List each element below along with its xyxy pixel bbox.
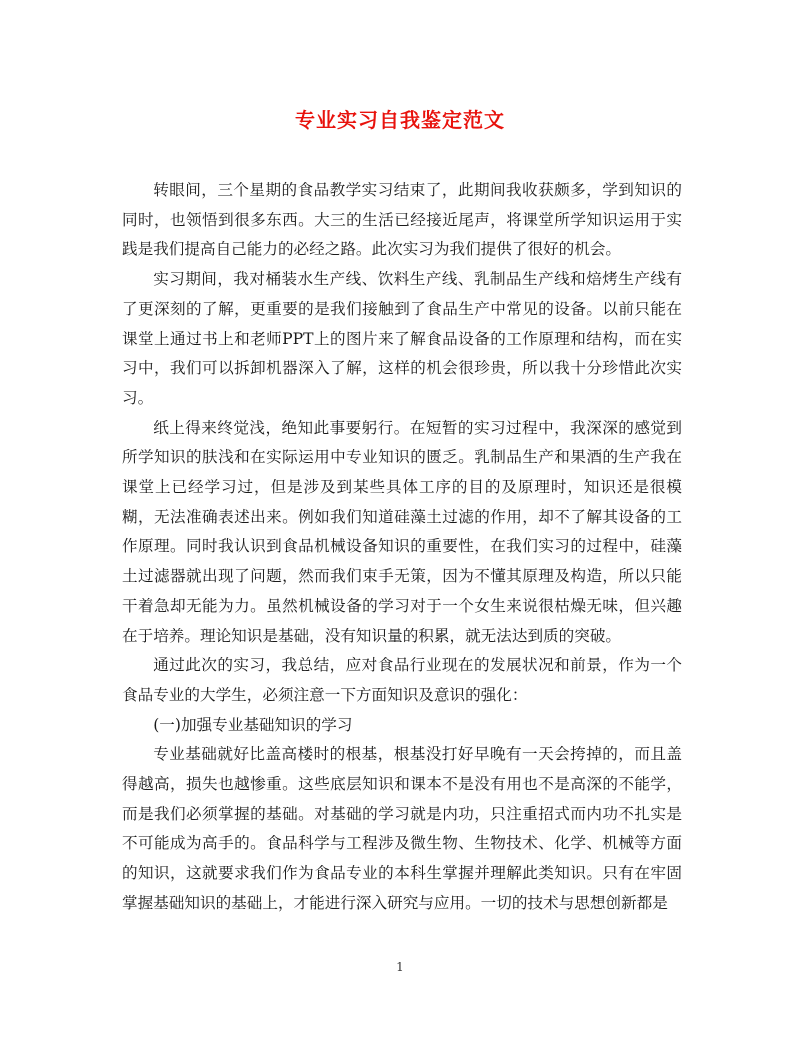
- paragraph-3: 纸上得来终觉浅，绝知此事要躬行。在短暂的实习过程中，我深深的感觉到所学知识的肤浅和在实际运用中专业知识的匮乏。乳制品生产和果酒的生产我在课堂上已经学习过，但是涉及到某些具体工序的目的及原理时，知识还是很模糊，无法准确表述出来。例如我们知道硅藻土过滤的作用，却不了解其设备的工作原理。同时我认识到食品机械设备知识的重要性，在我们实习的过程中，硅藻土过滤器就出现了问题，然而我们束手无策，因为不懂其原理及构造，所以只能干着急却无能为力。虽然机械设备的学习对于一个女生来说很枯燥无味，但兴趣在于培养。理论知识是基础，没有知识量的积累，就无法达到质的突破。: [122, 418, 682, 645]
- paragraph-5: 专业基础就好比盖高楼时的根基，根基没打好早晚有一天会挎掉的，而且盖得越高，损失也越惨重。这些底层知识和课本不是没有用也不是高深的不能学，而是我们必须掌握的基础。对基础的学习就是内功，只注重招式而内功不扎实是不可能成为高手的。食品科学与工程涉及微生物、生物技术、化学、机械等方面的知识，这就要求我们作为食品专业的本科生掌握并理解此类知识。只有在牢固掌握基础知识的基础上，才能进行深入研究与应用。一切的技术与思想创新都是: [122, 745, 682, 912]
- section-heading-1: (一)加强专业基础知识的学习: [153, 715, 353, 734]
- paragraph-2: 实习期间，我对桶装水生产线、饮料生产线、乳制品生产线和焙烤生产线有了更深刻的了解，更重要的是我们接触到了食品生产中常见的设备。以前只能在课堂上通过书上和老师PPT上的图片来了解食品设备的工作原理和结构，而在实习中，我们可以拆卸机器深入了解，这样的机会很珍贵，所以我十分珍惜此次实习。: [122, 270, 682, 407]
- paragraph-1: 转眼间，三个星期的食品教学实习结束了，此期间我收获颇多，学到知识的同时，也领悟到很多东西。大三的生活已经接近尾声，将课堂所学知识运用于实践是我们提高自己能力的必经之路。此次实习为我们提供了很好的机会。: [122, 181, 682, 259]
- document-body: [122, 176, 682, 919]
- paragraph-4: 通过此次的实习，我总结，应对食品行业现在的发展状况和前景，作为一个食品专业的大学生，必须注意一下方面知识及意识的强化：: [122, 656, 682, 704]
- document-title: 专业实习自我鉴定范文: [295, 108, 505, 132]
- page-number: 1: [396, 960, 404, 974]
